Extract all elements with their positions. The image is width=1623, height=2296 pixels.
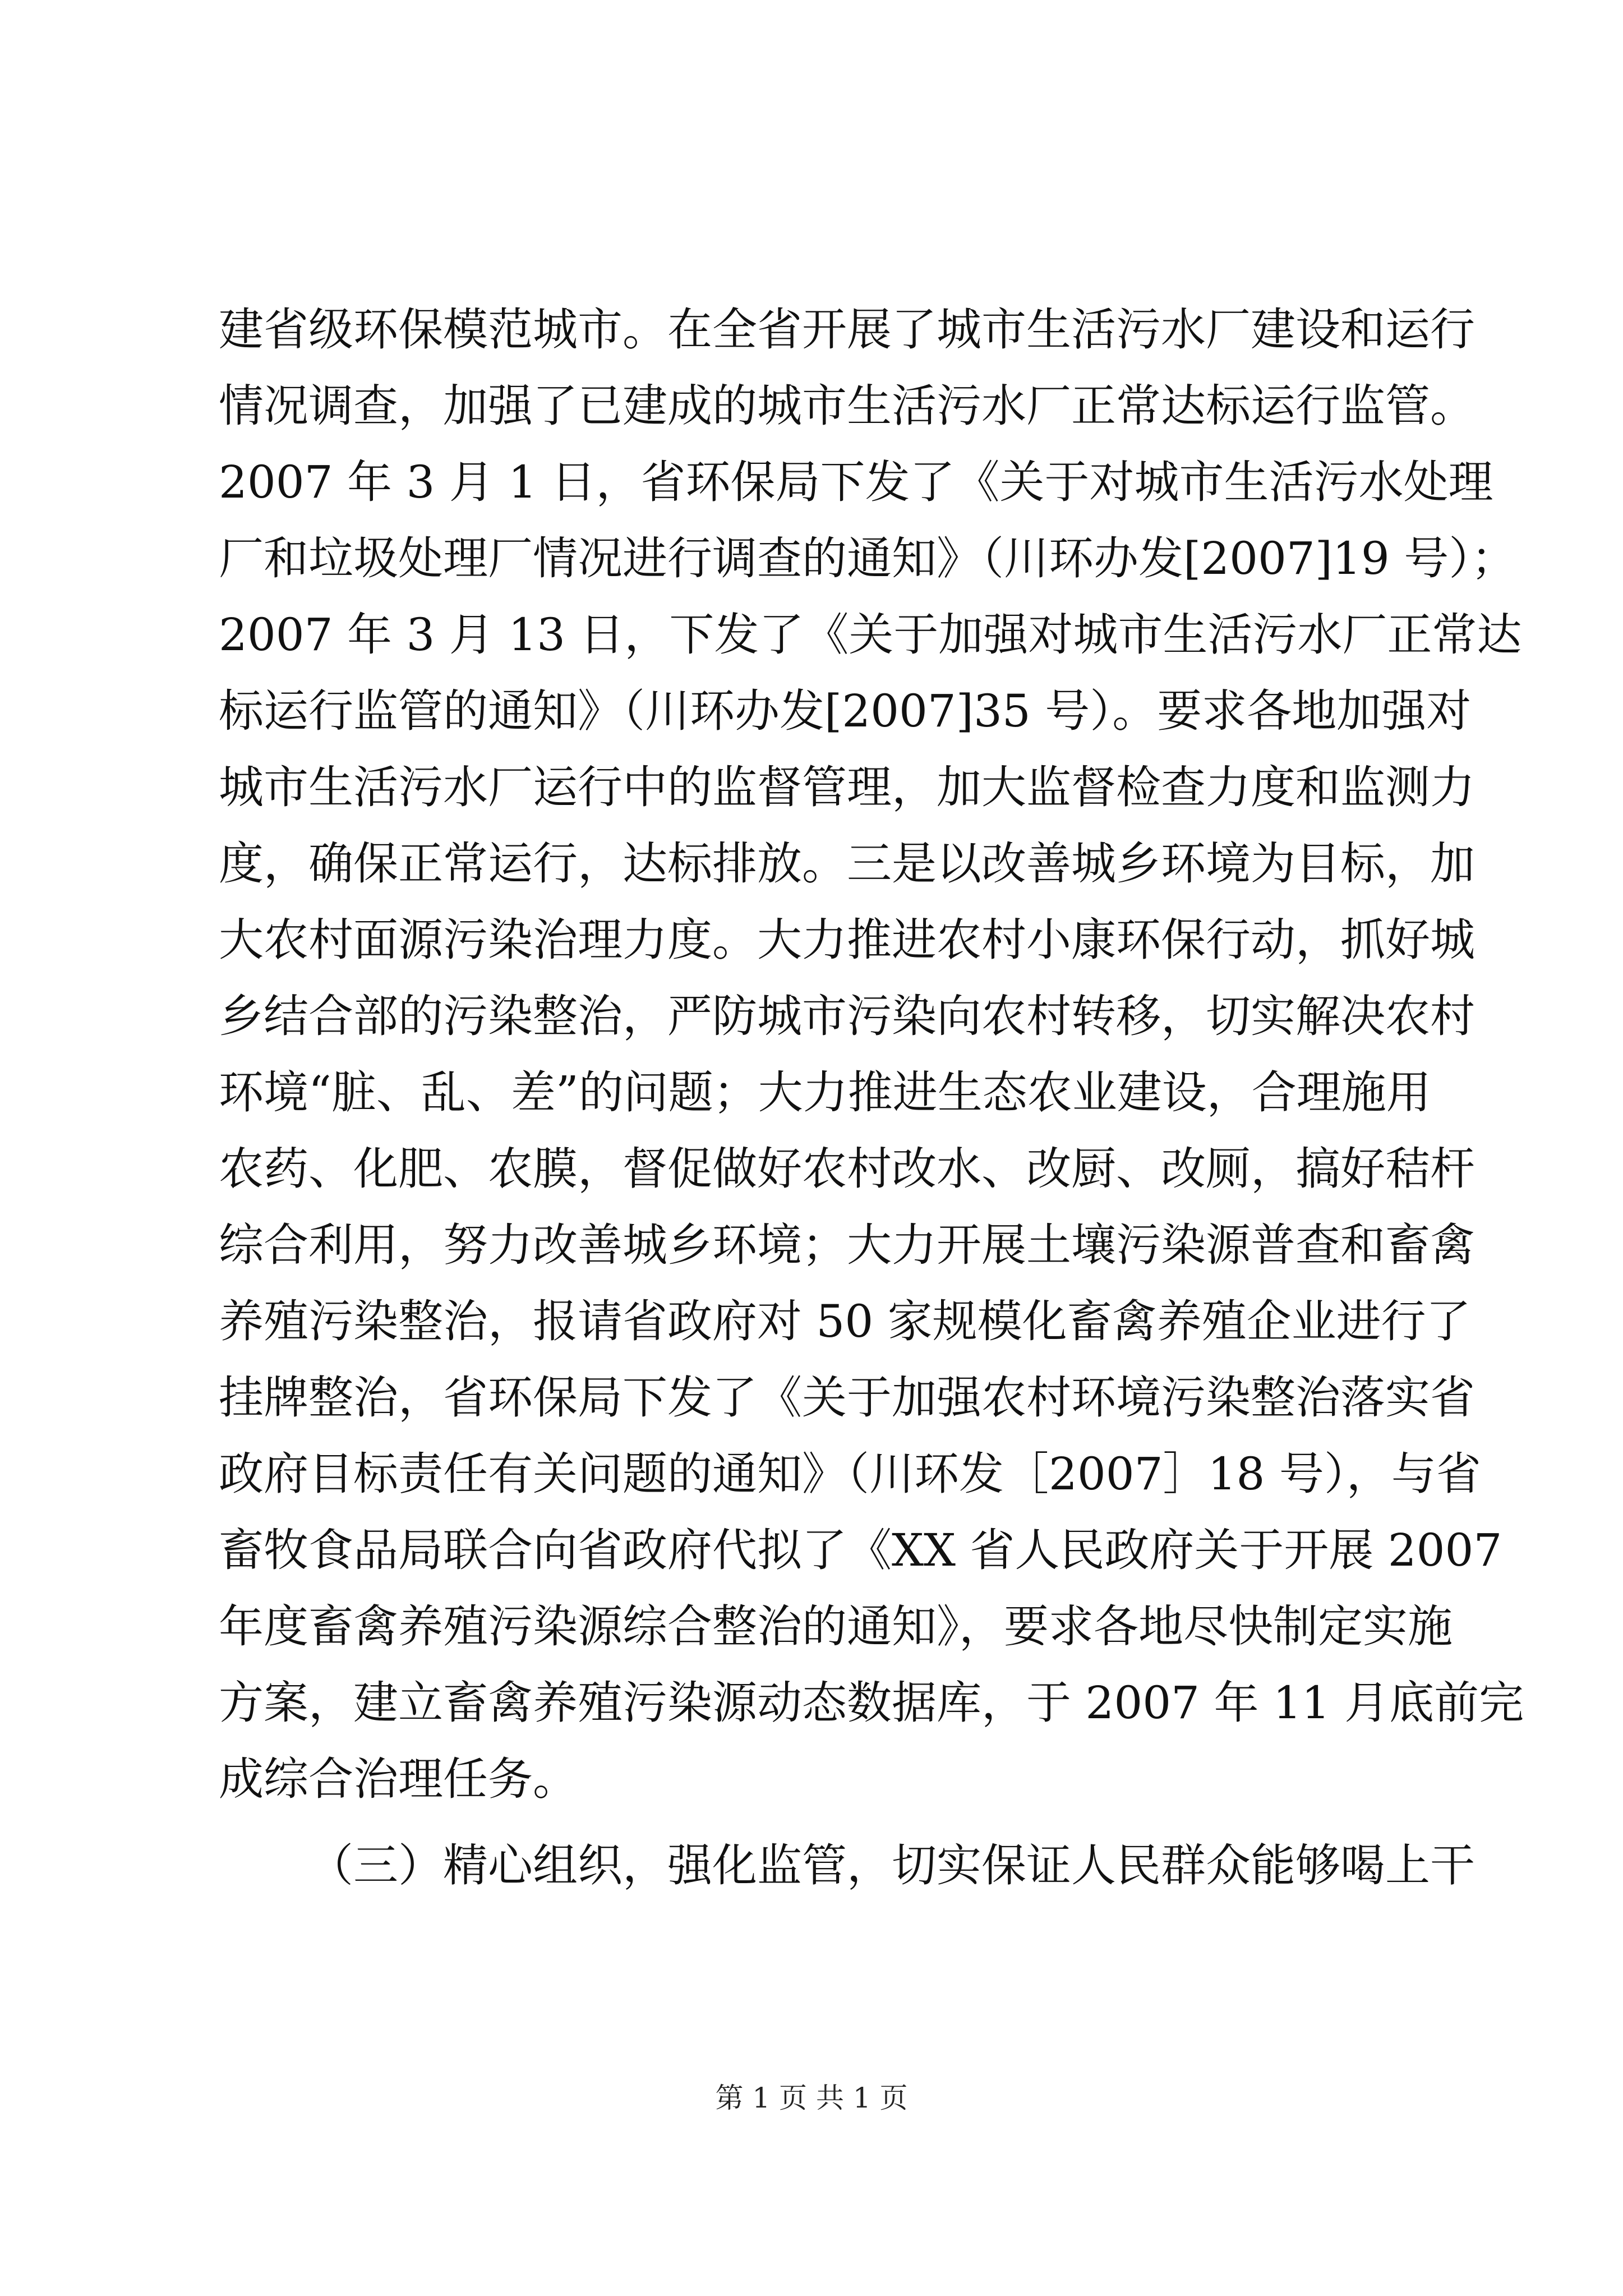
text-line: 畜牧食品局联合向省政府代拟了《XX 省人民政府关于开展 2007 xyxy=(219,1524,1502,1576)
text-line: 城市生活污水厂运行中的监督管理，加大监督检查力度和监测力 xyxy=(219,761,1475,813)
text-line: 厂和垃圾处理厂情况进行调查的通知》（川环办发[2007]19 号）； xyxy=(219,532,1516,585)
text-line: 综合利用，努力改善城乡环境；大力开展土壤污染源普查和畜禽 xyxy=(219,1219,1475,1271)
text-line: 年度畜禽养殖污染源综合整治的通知》，要求各地尽快制定实施 xyxy=(219,1600,1453,1653)
text-line: 乡结合部的污染整治，严防城市污染向农村转移，切实解决农村 xyxy=(219,990,1475,1042)
body-text xyxy=(219,292,1524,1904)
paragraph-gap xyxy=(219,1818,1419,1828)
text-line: 建省级环保模范城市。在全省开展了城市生活污水厂建设和运行 xyxy=(219,303,1475,356)
text-line: 农药、化肥、农膜，督促做好农村改水、改厨、改厕，搞好秸杆 xyxy=(219,1143,1475,1195)
text-line: 政府目标责任有关问题的通知》（川环发［2007］18 号），与省 xyxy=(219,1448,1481,1500)
text-line: 标运行监管的通知》（川环办发[2007]35 号）。要求各地加强对 xyxy=(219,685,1472,737)
page-footer: 第 1 页 共 1 页 xyxy=(715,2082,908,2114)
text-line: 挂牌整治，省环保局下发了《关于加强农村环境污染整治落实省 xyxy=(219,1372,1475,1424)
text-line: 2007 年 3 月 13 日，下发了《关于加强对城市生活污水厂正常达 xyxy=(219,609,1522,661)
text-line: 环境“脏、乱、差”的问题；大力推进生态农业建设，合理施用 xyxy=(219,1066,1431,1119)
text-line: 大农村面源污染治理力度。大力推进农村小康环保行动，抓好城 xyxy=(219,914,1475,966)
text-line: 养殖污染整治，报请省政府对 50 家规模化畜禽养殖企业进行了 xyxy=(219,1295,1471,1347)
text-line-last: 成综合治理任务。 xyxy=(219,1753,578,1805)
text-line: 2007 年 3 月 1 日，省环保局下发了《关于对城市生活污水处理 xyxy=(219,456,1493,508)
text-line: 方案，建立畜禽养殖污染源动态数据库，于 2007 年 11 月底前完 xyxy=(219,1677,1524,1729)
section-heading-line: （三）精心组织，强化监管，切实保证人民群众能够喝上干 xyxy=(308,1839,1475,1892)
text-line: 情况调查，加强了已建成的城市生活污水厂正常达标运行监管。 xyxy=(219,380,1475,432)
text-line: 度，确保正常运行，达标排放。三是以改善城乡环境为目标，加 xyxy=(219,838,1475,890)
